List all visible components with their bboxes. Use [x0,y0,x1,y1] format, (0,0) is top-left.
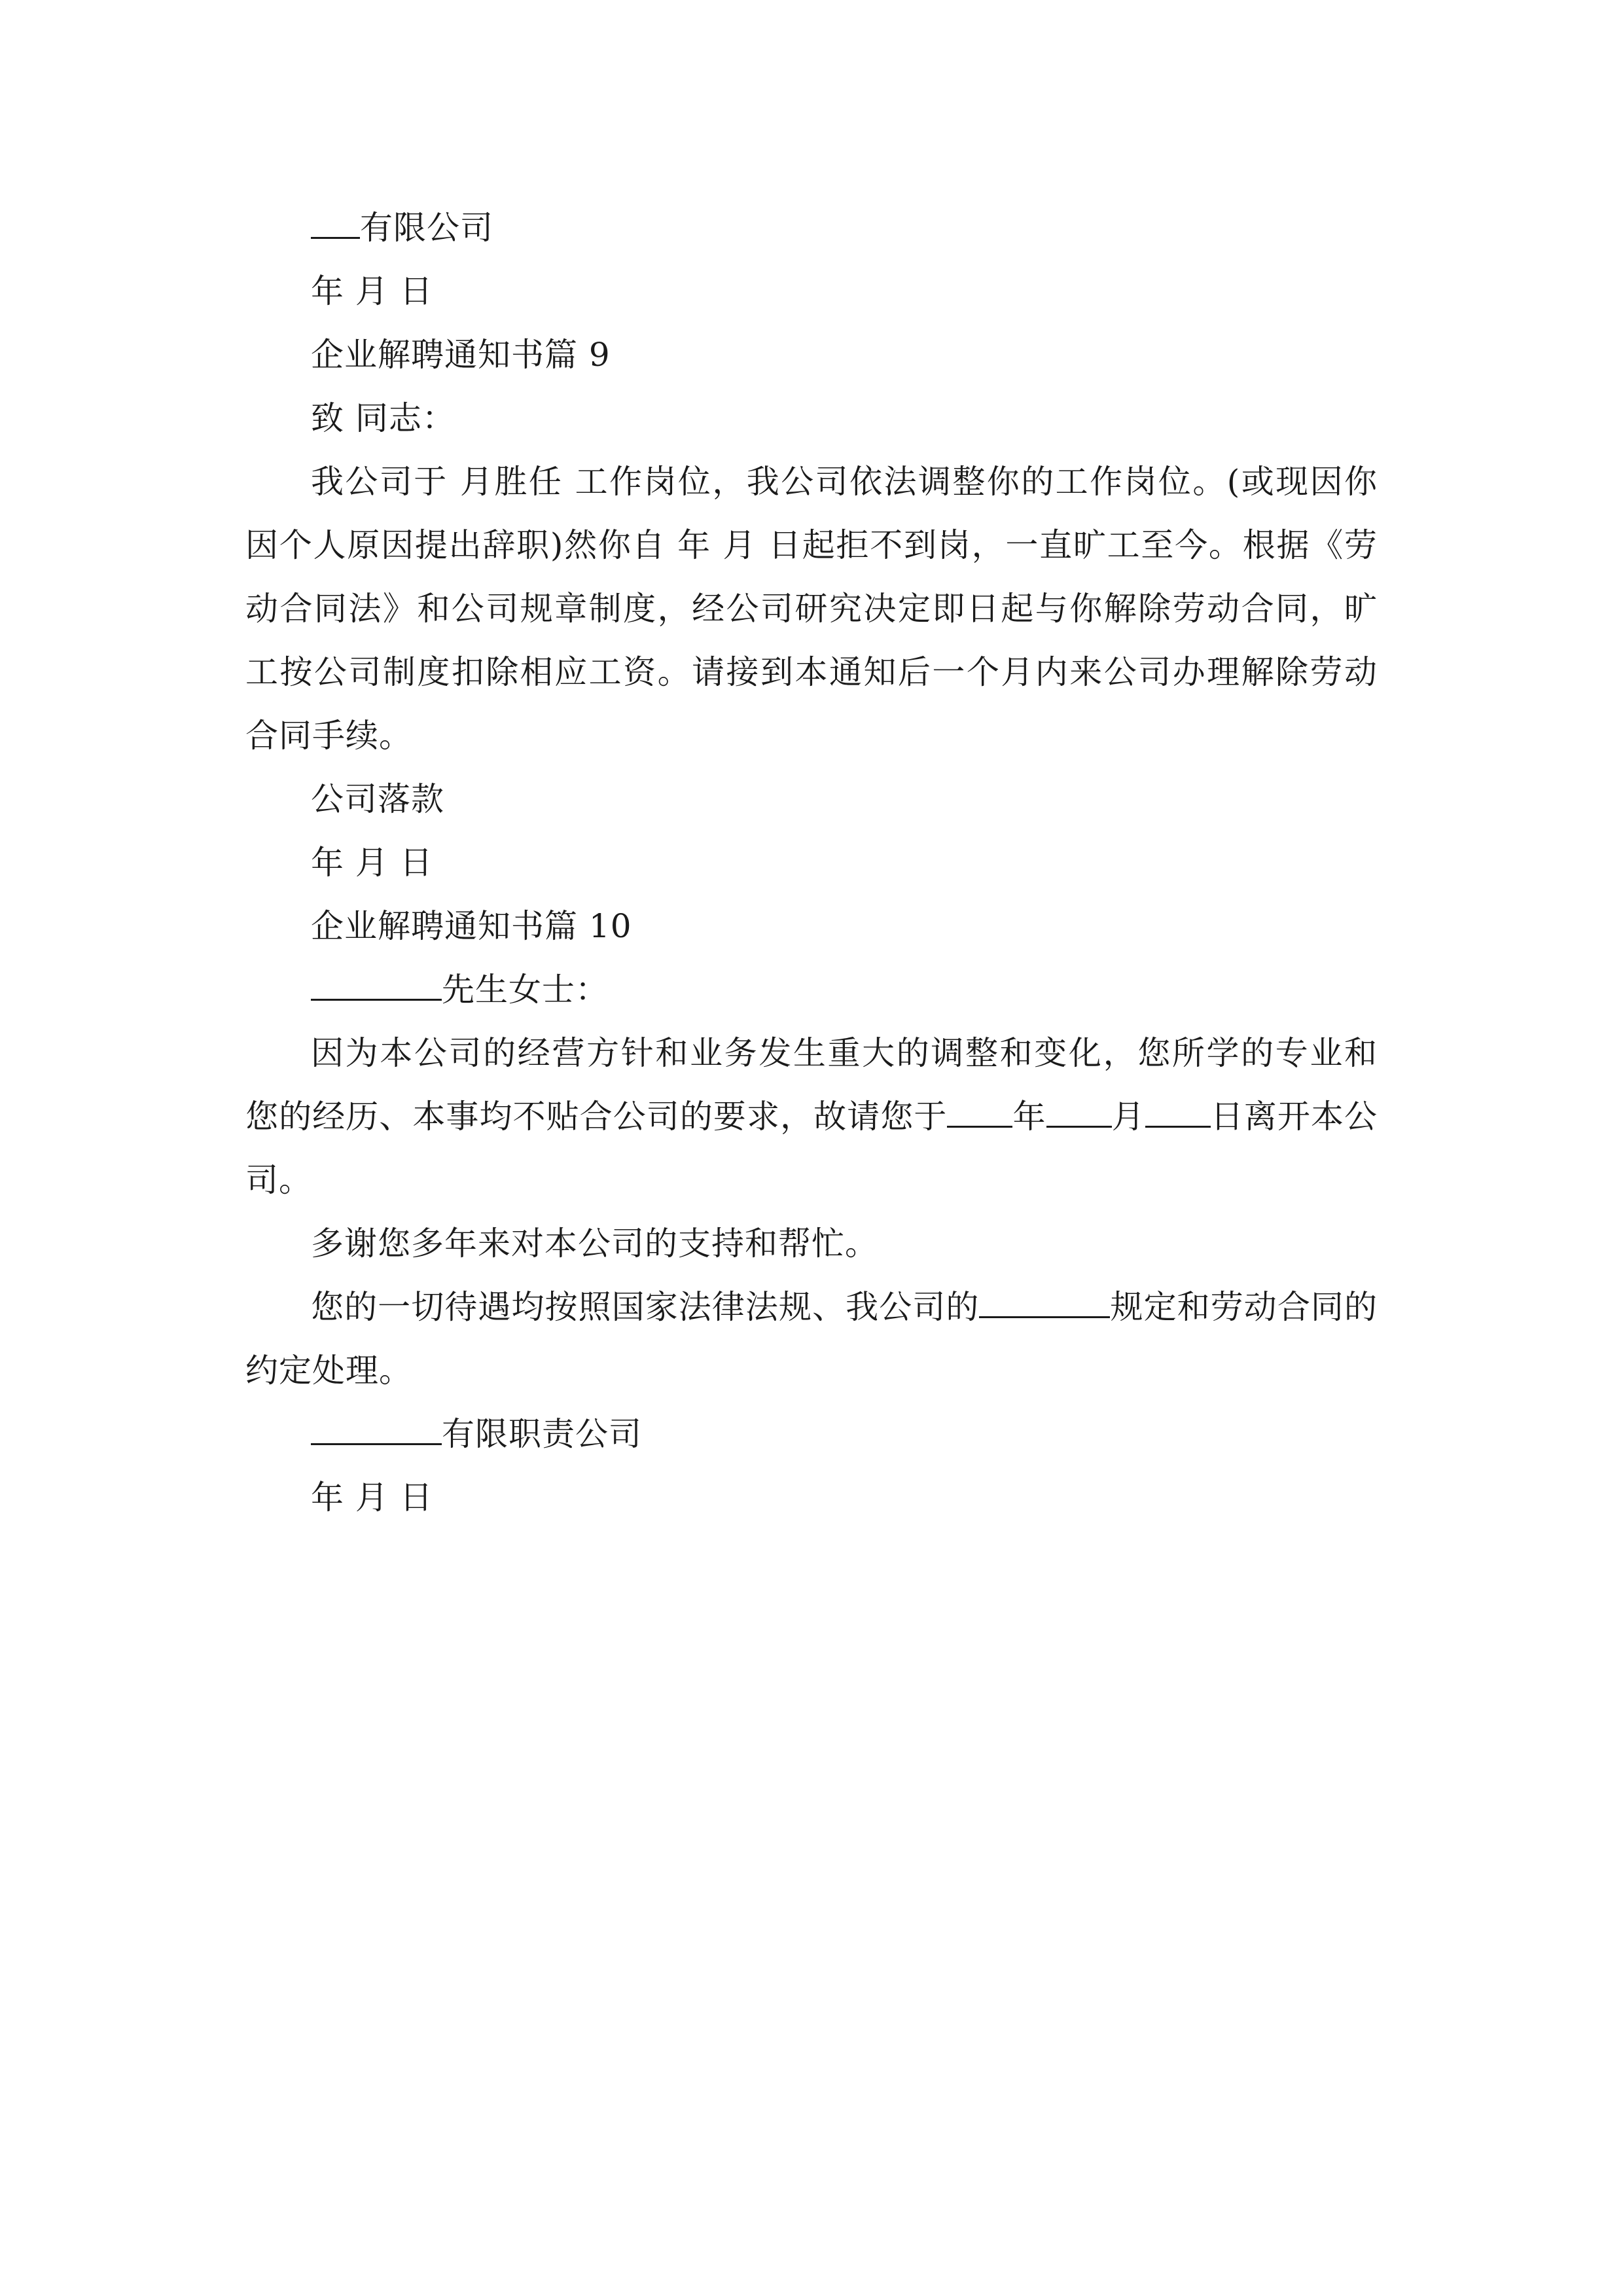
blank-underline [311,1416,442,1446]
blank-underline-month [1046,1098,1112,1128]
body-paragraph-part-10: 因为本公司的经营方针和业务发生重大的调整和变化，您所学的专业和您的经历、本事均不贴合公司的要求，故请您于 年 月 日离开本公司。 [245,1034,1378,1199]
blank-underline [979,1289,1110,1319]
date-line-3: 年 月 日 [311,1479,433,1516]
company-name-line-1: 有限公司 [245,196,1378,260]
body-paragraph-part-9: 我公司于 月胜任 工作岗位，我公司依法调整你的工作岗位。(或现因你因个人原因提出辞职)然你自 年 月 日起拒不到岗，一直旷工至今。根据《劳动合同法》和公司规章制度，经公司研究决定即日起与你解除劳动合同，旷工按公司制度扣除相应工资。请接到本通知后一个月内来公司办理解除劳动合同手续。 [245,463,1378,755]
heading-part-10: 企业解聘通知书篇 10 [311,907,632,945]
signature-part-10: 有限职责公司 [245,1403,1378,1466]
date-line-1: 年 月 日 [311,272,433,310]
blank-underline [311,209,360,240]
blank-underline-year [947,1098,1012,1128]
greeting-part-9: 致 同志： [311,399,455,437]
greeting-part-10: 先生女士： [245,958,1378,1022]
treatment-paragraph: 您的一切待遇均按照国家法律法规、我公司的 规定和劳动合同的约定处理。 [245,1288,1378,1390]
date-line-2: 年 月 日 [311,844,433,882]
signature-part-9: 公司落款 [311,780,444,818]
document-body [245,196,1378,1530]
blank-underline-day [1145,1098,1211,1128]
heading-part-9: 企业解聘通知书篇 9 [311,336,611,374]
blank-underline [311,971,442,1001]
thanks-paragraph: 多谢您多年来对本公司的支持和帮忙。 [311,1225,878,1263]
